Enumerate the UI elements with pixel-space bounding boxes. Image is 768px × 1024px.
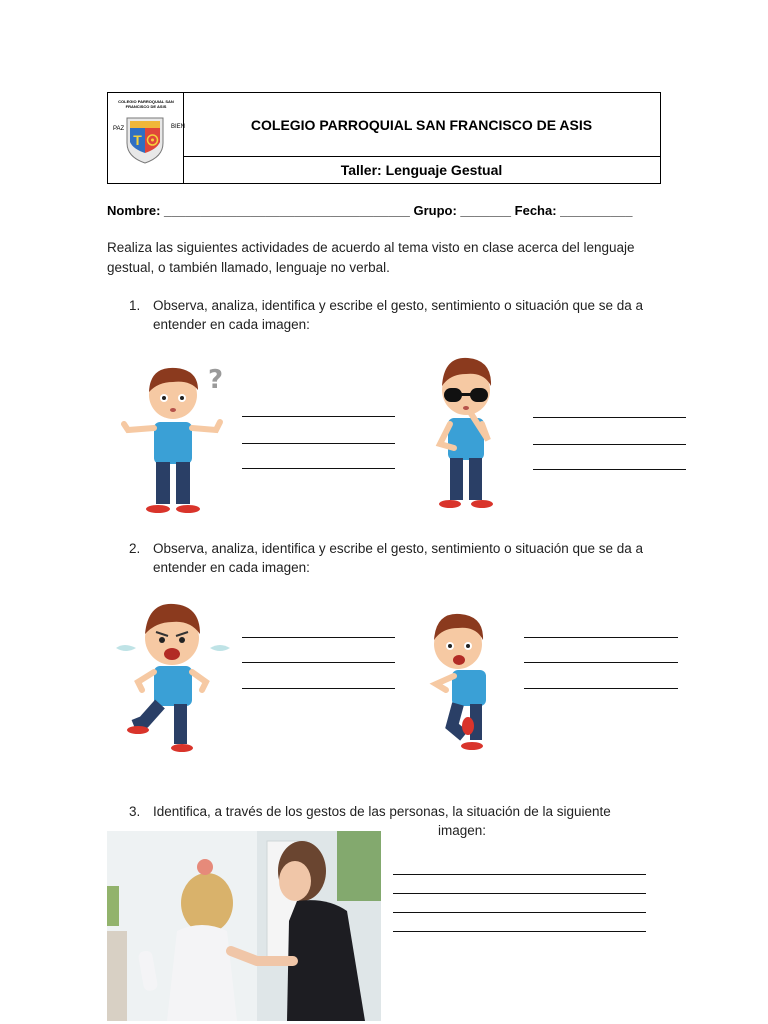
question-2 [129,539,669,579]
scolding-photo [107,831,381,1021]
answer-line[interactable] [393,931,646,932]
logo-cell [108,93,184,183]
header-table [107,92,661,184]
answer-line[interactable] [242,637,395,638]
workshop-title: Taller: Lenguaje Gestual [340,161,503,178]
answer-line[interactable] [393,912,646,913]
question-number: 1. [129,298,141,313]
answer-line[interactable] [533,469,686,470]
answer-line[interactable] [242,662,395,663]
question-number: 2. [129,541,141,556]
answer-line[interactable] [524,688,678,689]
confused-boy-illustration [118,360,228,518]
question-3-continuation: imagen: [438,823,487,838]
answer-line[interactable] [242,688,395,689]
question-3 [129,802,669,822]
answer-line[interactable] [533,417,686,418]
answer-line[interactable] [393,893,646,894]
question-text: Identifica, a través de los gestos de las personas, la situación de la siguiente [153,804,611,819]
answer-line[interactable] [524,662,678,663]
scared-boy-illustration [424,610,504,756]
student-fields-line: Nombre: __________________________________ Grupo: _______ Fecha: __________ [107,203,633,218]
logo-left-text: PAZ [113,126,125,132]
question-text: Observa, analiza, identifica y escribe el gesto, sentimiento o situación que se da a entender en cada imagen: [153,541,644,575]
sunglasses-boy-illustration [422,352,512,512]
logo-letter: T [133,132,142,148]
school-name: COLEGIO PARROQUIAL SAN FRANCISCO DE ASIS [183,93,660,157]
logo-right-text: BIEN [171,124,186,130]
question-1 [129,296,669,336]
instructions-paragraph: Realiza las siguientes actividades de acuerdo al tema visto en clase acerca del lenguaje gestual, o también llamado, lenguaje no verbal. [107,240,635,275]
angry-boy-illustration [114,598,232,758]
answer-line[interactable] [393,874,646,875]
school-logo-icon [120,115,170,165]
answer-line[interactable] [533,444,686,445]
svg-text:?: ? [208,365,224,395]
photo-illustration [107,831,381,1021]
answer-line[interactable] [242,468,395,469]
question-number: 3. [129,804,141,819]
answer-line[interactable] [524,637,678,638]
logo-caption: COLEGIO PARROQUIAL SAN FRANCISCO DE ASIS [118,99,174,109]
answer-line[interactable] [242,416,395,417]
answer-line[interactable] [242,443,395,444]
question-text: Observa, analiza, identifica y escribe el gesto, sentimiento o situación que se da a entender en cada imagen: [153,298,644,332]
